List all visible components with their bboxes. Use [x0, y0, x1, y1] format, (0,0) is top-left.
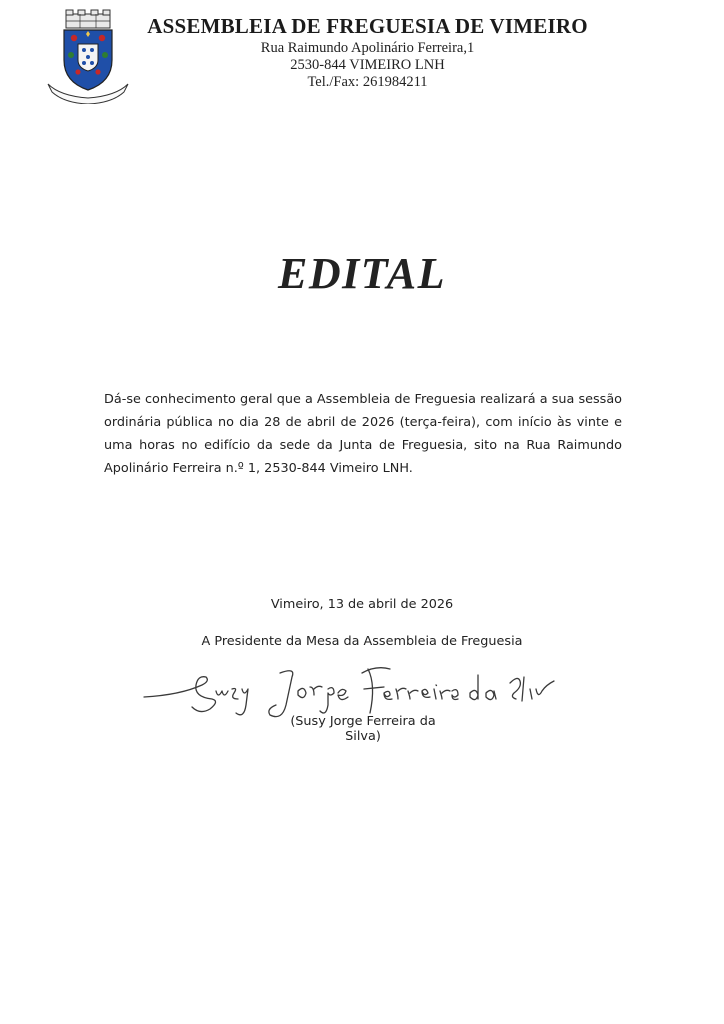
notice-body: Dá-se conhecimento geral que a Assembleia de Freguesia realizará a sua sessão ordinária pública no dia 28 de abril de 2026 (terça-feira), com início às vinte e uma horas no edifício da sede da Junta de Freguesia, sito na Rua Raimundo Apolinário Ferreira n.º 1, 2530-844 Vimeiro LNH. [104, 392, 622, 476]
document-heading: EDITAL [278, 249, 446, 298]
phone-fax-line: Tel./Fax: 261984211 [307, 74, 428, 90]
signatory-name: (Susy Jorge Ferreira da Silva) [290, 714, 436, 744]
place-date: Vimeiro, 13 de abril de 2026 [270, 597, 454, 612]
assembly-title: ASSEMBLEIA DE FREGUESIA DE VIMEIRO [147, 14, 588, 38]
coat-of-arms-logo [40, 8, 136, 104]
postal-code-line: 2530-844 VIMEIRO LNH [290, 57, 445, 73]
address-line: Rua Raimundo Apolinário Ferreira,1 [260, 40, 475, 56]
mural-crown-icon [66, 10, 110, 28]
signatory-role: A Presidente da Mesa da Assembleia de Freguesia [201, 634, 523, 649]
shield-icon [64, 30, 112, 90]
